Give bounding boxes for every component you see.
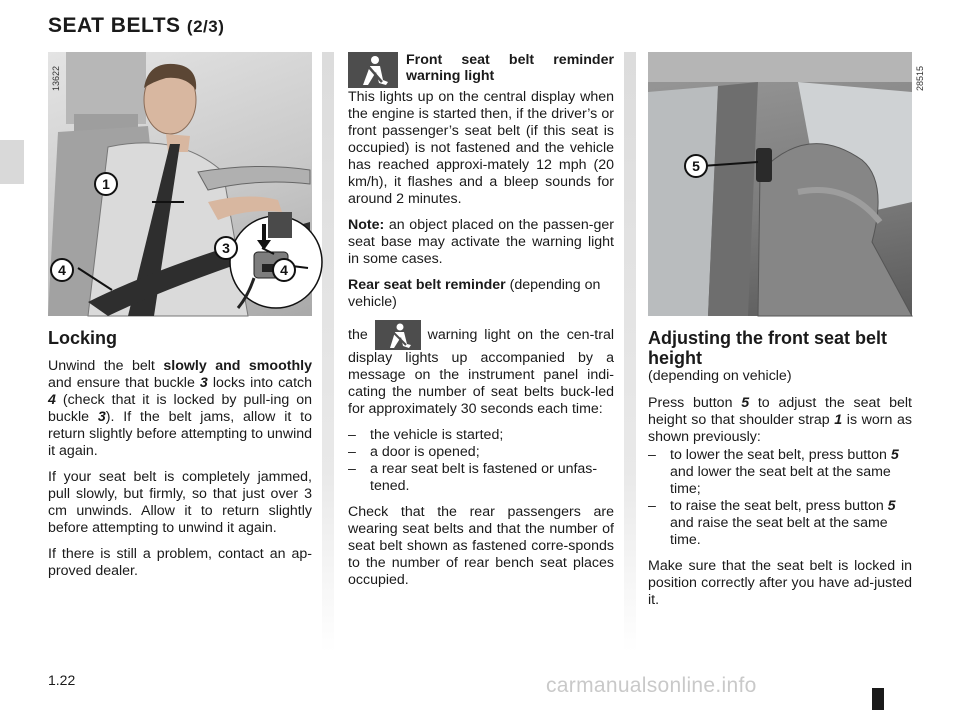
section-tab[interactable]	[0, 140, 24, 184]
rear-reminder-heading: Rear seat belt reminder (depending on vehicle)	[348, 277, 601, 310]
adjust-column	[648, 52, 925, 618]
corner-mark	[872, 688, 884, 710]
note-paragraph: Note: an object placed on the passen-ger seat base may activate the warning light in some cases.	[348, 217, 614, 267]
callout-4-left: 4	[50, 258, 74, 282]
column-divider	[624, 52, 636, 652]
arrow-down-icon	[256, 224, 272, 250]
page-title: SEAT BELTS (2/3)	[48, 14, 225, 37]
callout-5: 5	[684, 154, 708, 178]
reminder-paragraph: This lights up on the central display when the engine is started then, if the driver’s or front passenger’s seat belt (if this seat is occupied) is not fastened and the vehicle has reached approxi-mately 12 mph (20 km/h), it flashes and a bleep sounds for around 2 minutes.	[348, 89, 614, 207]
adjust-heading: Adjusting the front seat belt height	[648, 328, 888, 368]
seatbelt-warning-icon	[348, 52, 398, 88]
adjust-subheading: (depending on vehicle)	[648, 368, 792, 384]
pillar-illustration	[648, 52, 912, 316]
reminder-column	[348, 52, 614, 598]
adjust-check-paragraph: Make sure that the seat belt is locked in position correctly after you have ad-justed it.	[648, 558, 912, 608]
locking-column	[48, 52, 312, 589]
driver-illustration	[48, 52, 312, 316]
seatbelt-driver-figure	[48, 52, 312, 316]
reminder-title: Front seat belt reminder warning light	[406, 52, 614, 84]
locking-paragraph-3: If there is still a problem, contact an ap-proved dealer.	[48, 546, 312, 579]
list-item: – the vehicle is started;	[348, 427, 504, 443]
list-item: – a rear seat belt is fastened or unfas-tened.	[348, 461, 598, 494]
list-item: – to raise the seat belt, press button 5 and raise the seat belt at the same time.	[648, 498, 896, 548]
page-number: 1.22	[48, 672, 76, 688]
seatbelt-warning-icon	[375, 320, 421, 350]
locking-paragraph-2: If your seat belt is completely jammed, pull slowly, but firmly, so that just over 3 cm unwinds. Allow it to return slightly before attempting to unwind it again.	[48, 469, 312, 536]
adjust-list	[648, 447, 912, 549]
callout-1: 1	[94, 172, 118, 196]
rear-reminder-intro: the warning light on the cen-tral display lights up accompanied by a message on the instrument panel indi-cating the number of seat belts buck-led for approximately 30 seconds each time:	[348, 320, 614, 418]
figure-code: 28515	[915, 65, 925, 91]
list-item: – a door is opened;	[348, 444, 480, 460]
adjust-paragraph: Press button 5 to adjust the seat belt height so that shoulder strap 1 is worn as shown previously:	[648, 395, 912, 445]
figure-code: 13622	[51, 65, 61, 91]
watermark: carmanualsonline.info	[546, 674, 757, 697]
rear-check-paragraph: Check that the rear passengers are wearing seat belts and that the number of seat belt shown as fastened corre-sponds to the number of rear bench seat places occupied.	[348, 504, 614, 588]
reminder-header	[348, 52, 614, 88]
rear-reminder-list	[348, 427, 614, 495]
seatbelt-height-figure	[648, 52, 925, 316]
locking-heading: Locking	[48, 328, 118, 348]
page-subtitle: (2/3)	[186, 17, 225, 36]
list-item: – to lower the seat belt, press button 5 and lower the seat belt at the same time;	[648, 447, 899, 497]
locking-paragraph-1: Unwind the belt slowly and smoothly and ensure that buckle 3 locks into catch 4 (check that it is locked by pull-ing on buckle 3). If the belt jams, allow it to return slightly before attempting to unwind it again.	[48, 358, 313, 459]
callout-3: 3	[214, 236, 238, 260]
column-divider	[322, 52, 334, 652]
callout-4-right: 4	[272, 258, 296, 282]
